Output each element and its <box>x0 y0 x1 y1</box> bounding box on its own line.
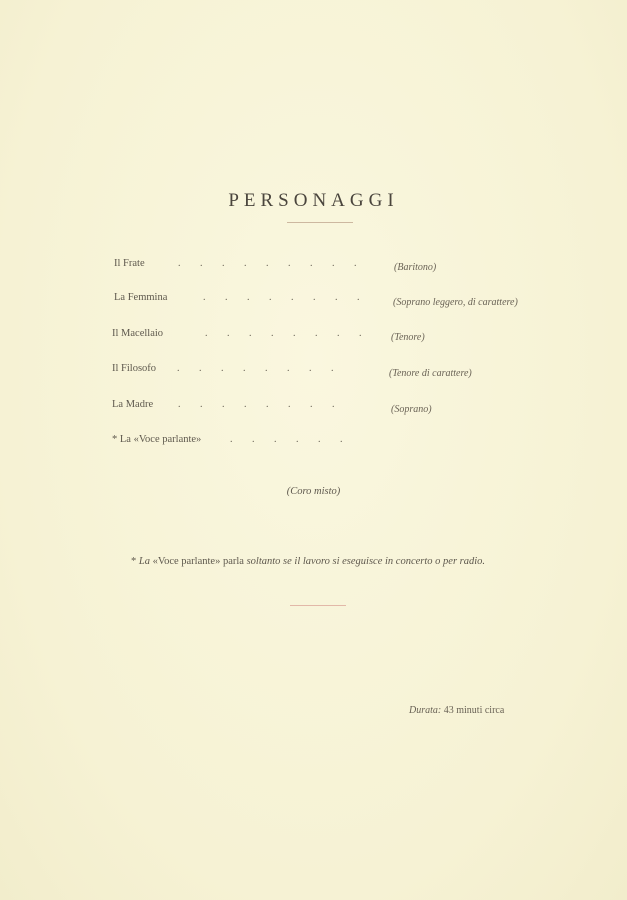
leader-dots: . . . . . . . . <box>177 363 334 374</box>
character-name: Il Macellaio <box>112 328 164 339</box>
character-row <box>0 258 627 278</box>
character-row <box>0 399 627 419</box>
character-row <box>0 434 627 454</box>
voice-type: (Tenore di carattere) <box>389 368 472 379</box>
page-title: PERSONAGGI <box>228 190 399 211</box>
footnote-label: La <box>138 556 150 567</box>
voice-type: (Baritono) <box>394 262 437 273</box>
leader-dots: . . . . . . <box>230 434 343 445</box>
character-name: La Madre <box>112 399 154 410</box>
character-row <box>0 328 627 348</box>
footnote <box>131 556 485 567</box>
section-divider <box>290 605 346 606</box>
leader-dots: . . . . . . . . <box>205 328 362 339</box>
duration <box>409 705 504 716</box>
footnote-text-1: «Voce parlante» parla <box>149 556 247 567</box>
leader-dots: . . . . . . . . <box>203 292 360 303</box>
leader-dots: . . . . . . . . . <box>178 258 357 269</box>
footnote-text-2: soltanto se il lavoro si eseguisce in concerto o per radio. <box>246 556 486 567</box>
duration-label: Durata: <box>409 705 442 716</box>
chorus-label: (Coro misto) <box>286 486 341 497</box>
duration-value: 43 minuti circa <box>441 705 505 716</box>
character-name: * La «Voce parlante» <box>112 434 202 445</box>
character-name: Il Filosofo <box>112 363 157 374</box>
title-divider <box>287 222 353 223</box>
voice-type: (Tenore) <box>391 332 425 343</box>
character-name: La Femmina <box>114 292 168 303</box>
footnote-asterisk: * <box>131 556 139 567</box>
voice-type: (Soprano leggero, di carattere) <box>393 297 518 308</box>
leader-dots: . . . . . . . . <box>178 399 335 410</box>
character-name: Il Frate <box>114 258 145 269</box>
character-row <box>0 363 627 383</box>
voice-type: (Soprano) <box>391 404 432 415</box>
character-row <box>0 292 627 312</box>
